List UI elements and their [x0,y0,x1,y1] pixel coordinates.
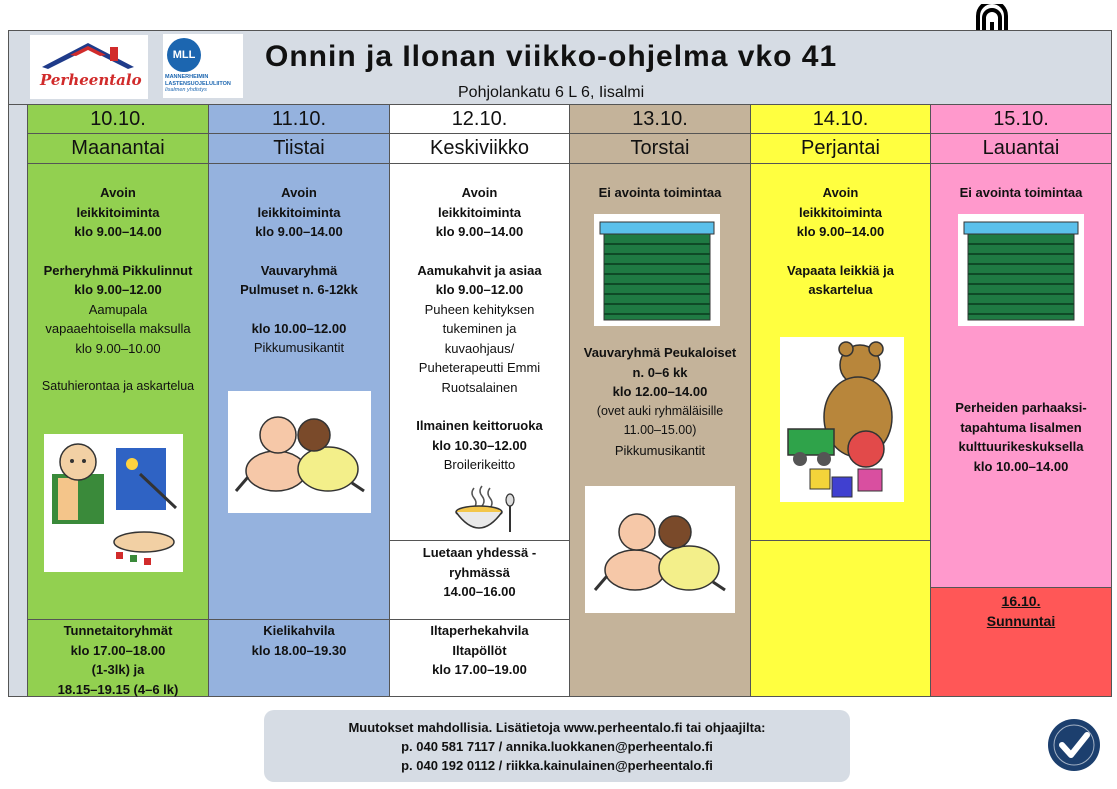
thu-line7: Pikkumusikantit [614,442,706,458]
wed-mid3: 14.00–16.00 [443,584,516,599]
wed-line10: Ruotsalainen [441,379,518,395]
shutter-icon [594,214,720,326]
wed-line3: klo 9.00–14.00 [435,224,524,239]
wed-line8: kuvaohjaus/ [444,340,515,356]
tue-line4: Vauvaryhmä [260,262,338,278]
wed-mid2: ryhmässä [449,564,510,580]
mll-line2: LASTENSUOJELULIITON [165,80,231,87]
sunday-name: Sunnuntai [986,613,1056,629]
fri-line3: klo 9.00–14.00 [796,224,885,239]
tue-line1: Avoin [281,185,317,200]
mon-line3: klo 9.00–14.00 [74,224,162,239]
wed-line6: Puheen kehityksen [424,301,535,317]
tue-line2: leikkitoiminta [257,204,341,220]
footer-line3: p. 040 192 0112 / riikka.kainulainen@perheentalo.fi [401,758,713,773]
friday-afternoon [750,540,931,697]
footer-line1: Muutokset mahdollisia. Lisätietoja www.perheentalo.fi tai ohjaajilta: [348,720,766,735]
mll-line1: MANNERHEIMIN [165,74,209,80]
thursday-babygroup [569,343,751,460]
mll-line3: Iisalmen yhdistys [165,87,207,93]
mon-line2: leikkitoiminta [76,204,160,220]
shield-check-icon [1046,717,1102,773]
thu-line5: (ovet auki ryhmäläisille [596,403,724,418]
perheentalo-logo-text: Perheentalo [40,71,142,89]
sat-line1: Ei avointa toimintaa [959,185,1083,200]
thu-line3: n. 0–6 kk [632,364,688,380]
mon-eve3: (1-3lk) ja [91,662,145,677]
sat-line2: Perheiden parhaaksi- [955,400,1087,415]
house-logo-icon [30,35,148,99]
fri-line1: Avoin [822,185,859,200]
tuesday-evening [208,619,390,697]
mon-line7: vapaaehtoisella maksulla [45,321,191,336]
sat-line5: klo 10.00–14.00 [973,458,1069,474]
sunday-date: 16.10. [1001,593,1041,609]
wed-line13: Broilerikeitto [443,457,516,472]
tue-line6: klo 10.00–12.00 [251,320,347,336]
mon-line8: klo 9.00–10.00 [75,340,161,356]
wed-line12: klo 10.30–12.00 [432,437,527,453]
fri-line5: askartelua [808,282,873,297]
thu-line1: Ei avointa toimintaa [598,185,722,200]
day-tuesday: Tiistai [208,133,390,164]
tue-line3: klo 9.00–14.00 [255,224,343,239]
fri-line4: Vapaata leikkiä ja [787,262,894,278]
wed-line4: Aamukahvit ja asiaa [417,262,542,278]
date-thursday: 13.10. [569,104,751,134]
day-monday: Maanantai [27,133,209,164]
day-friday: Perjantai [750,133,931,164]
thu-line6: 11.00–15.00) [623,423,697,437]
wed-line2: leikkitoiminta [437,204,522,220]
footer-info [264,710,850,782]
date-tuesday: 11.10. [208,104,390,134]
perheentalo-logo [30,35,148,99]
mon-eve4: 18.15–19.15 (4–6 lk) [57,681,179,697]
sat-line4: kulttuurikeskuksella [958,439,1084,454]
day-thursday: Torstai [569,133,751,164]
footer-line2: p. 040 581 7117 / annika.luokkanen@perheentalo.fi [401,739,713,754]
mll-logo-icon: MLL [167,38,201,72]
teddy-bear-toys-icon [780,337,904,502]
sunday-cell [930,587,1112,697]
mon-line4: Perheryhmä Pikkulinnut [43,262,193,278]
babies-crawling-icon [585,486,735,613]
wednesday-evening [389,619,570,697]
left-margin-column [8,104,28,697]
wed-mid1: Luetaan yhdessä - [422,545,537,560]
wed-line7: tukeminen ja [442,321,517,336]
sat-line3: tapahtuma Iisalmen [960,419,1082,435]
tue-line7: Pikkumusikantit [253,340,345,355]
reading-painting-icon [44,434,183,572]
wed-line11: Ilmainen keittoruoka [416,418,543,433]
page-title: Onnin ja Ilonan viikko-ohjelma vko 41 [265,40,838,73]
date-saturday: 15.10. [930,104,1112,134]
wed-eve2: Iltapöllöt [452,642,507,658]
saturday-event [930,398,1112,476]
soup-bowl-icon [452,484,518,536]
tue-eve1: Kielikahvila [263,623,335,638]
mon-line1: Avoin [100,185,136,200]
mon-eve1: Tunnetaitoryhmät [63,623,173,638]
date-friday: 14.10. [750,104,931,134]
mon-line6: Aamupala [88,301,148,317]
wed-line5: klo 9.00–12.00 [435,282,524,297]
wed-eve1: Iltaperhekahvila [430,623,529,638]
babies-crawling-icon [228,391,371,513]
mon-eve2: klo 17.00–18.00 [70,642,166,658]
wed-line1: Avoin [461,185,498,200]
address: Pohjolankatu 6 L 6, Iisalmi [458,84,645,101]
thu-line4: klo 12.00–14.00 [612,384,708,399]
wed-eve3: klo 17.00–19.00 [432,662,527,677]
mon-line9: Satuhierontaa ja askartelua [41,379,195,393]
thu-line2: Vauvaryhmä Peukaloiset [583,345,737,360]
date-monday: 10.10. [27,104,209,134]
monday-evening [27,619,209,697]
day-saturday: Lauantai [930,133,1112,164]
tue-line5: Pulmuset n. 6-12kk [240,282,358,297]
wednesday-afternoon [389,540,570,620]
mon-line5: klo 9.00–12.00 [74,282,162,297]
tue-eve2: klo 18.00–19.30 [251,642,347,658]
wed-line9: Puheterapeutti Emmi [418,360,541,375]
shutter-icon [958,214,1084,326]
day-wednesday: Keskiviikko [389,133,570,164]
date-wednesday: 12.10. [389,104,570,134]
mll-logo [163,34,243,98]
fri-line2: leikkitoiminta [798,204,883,220]
